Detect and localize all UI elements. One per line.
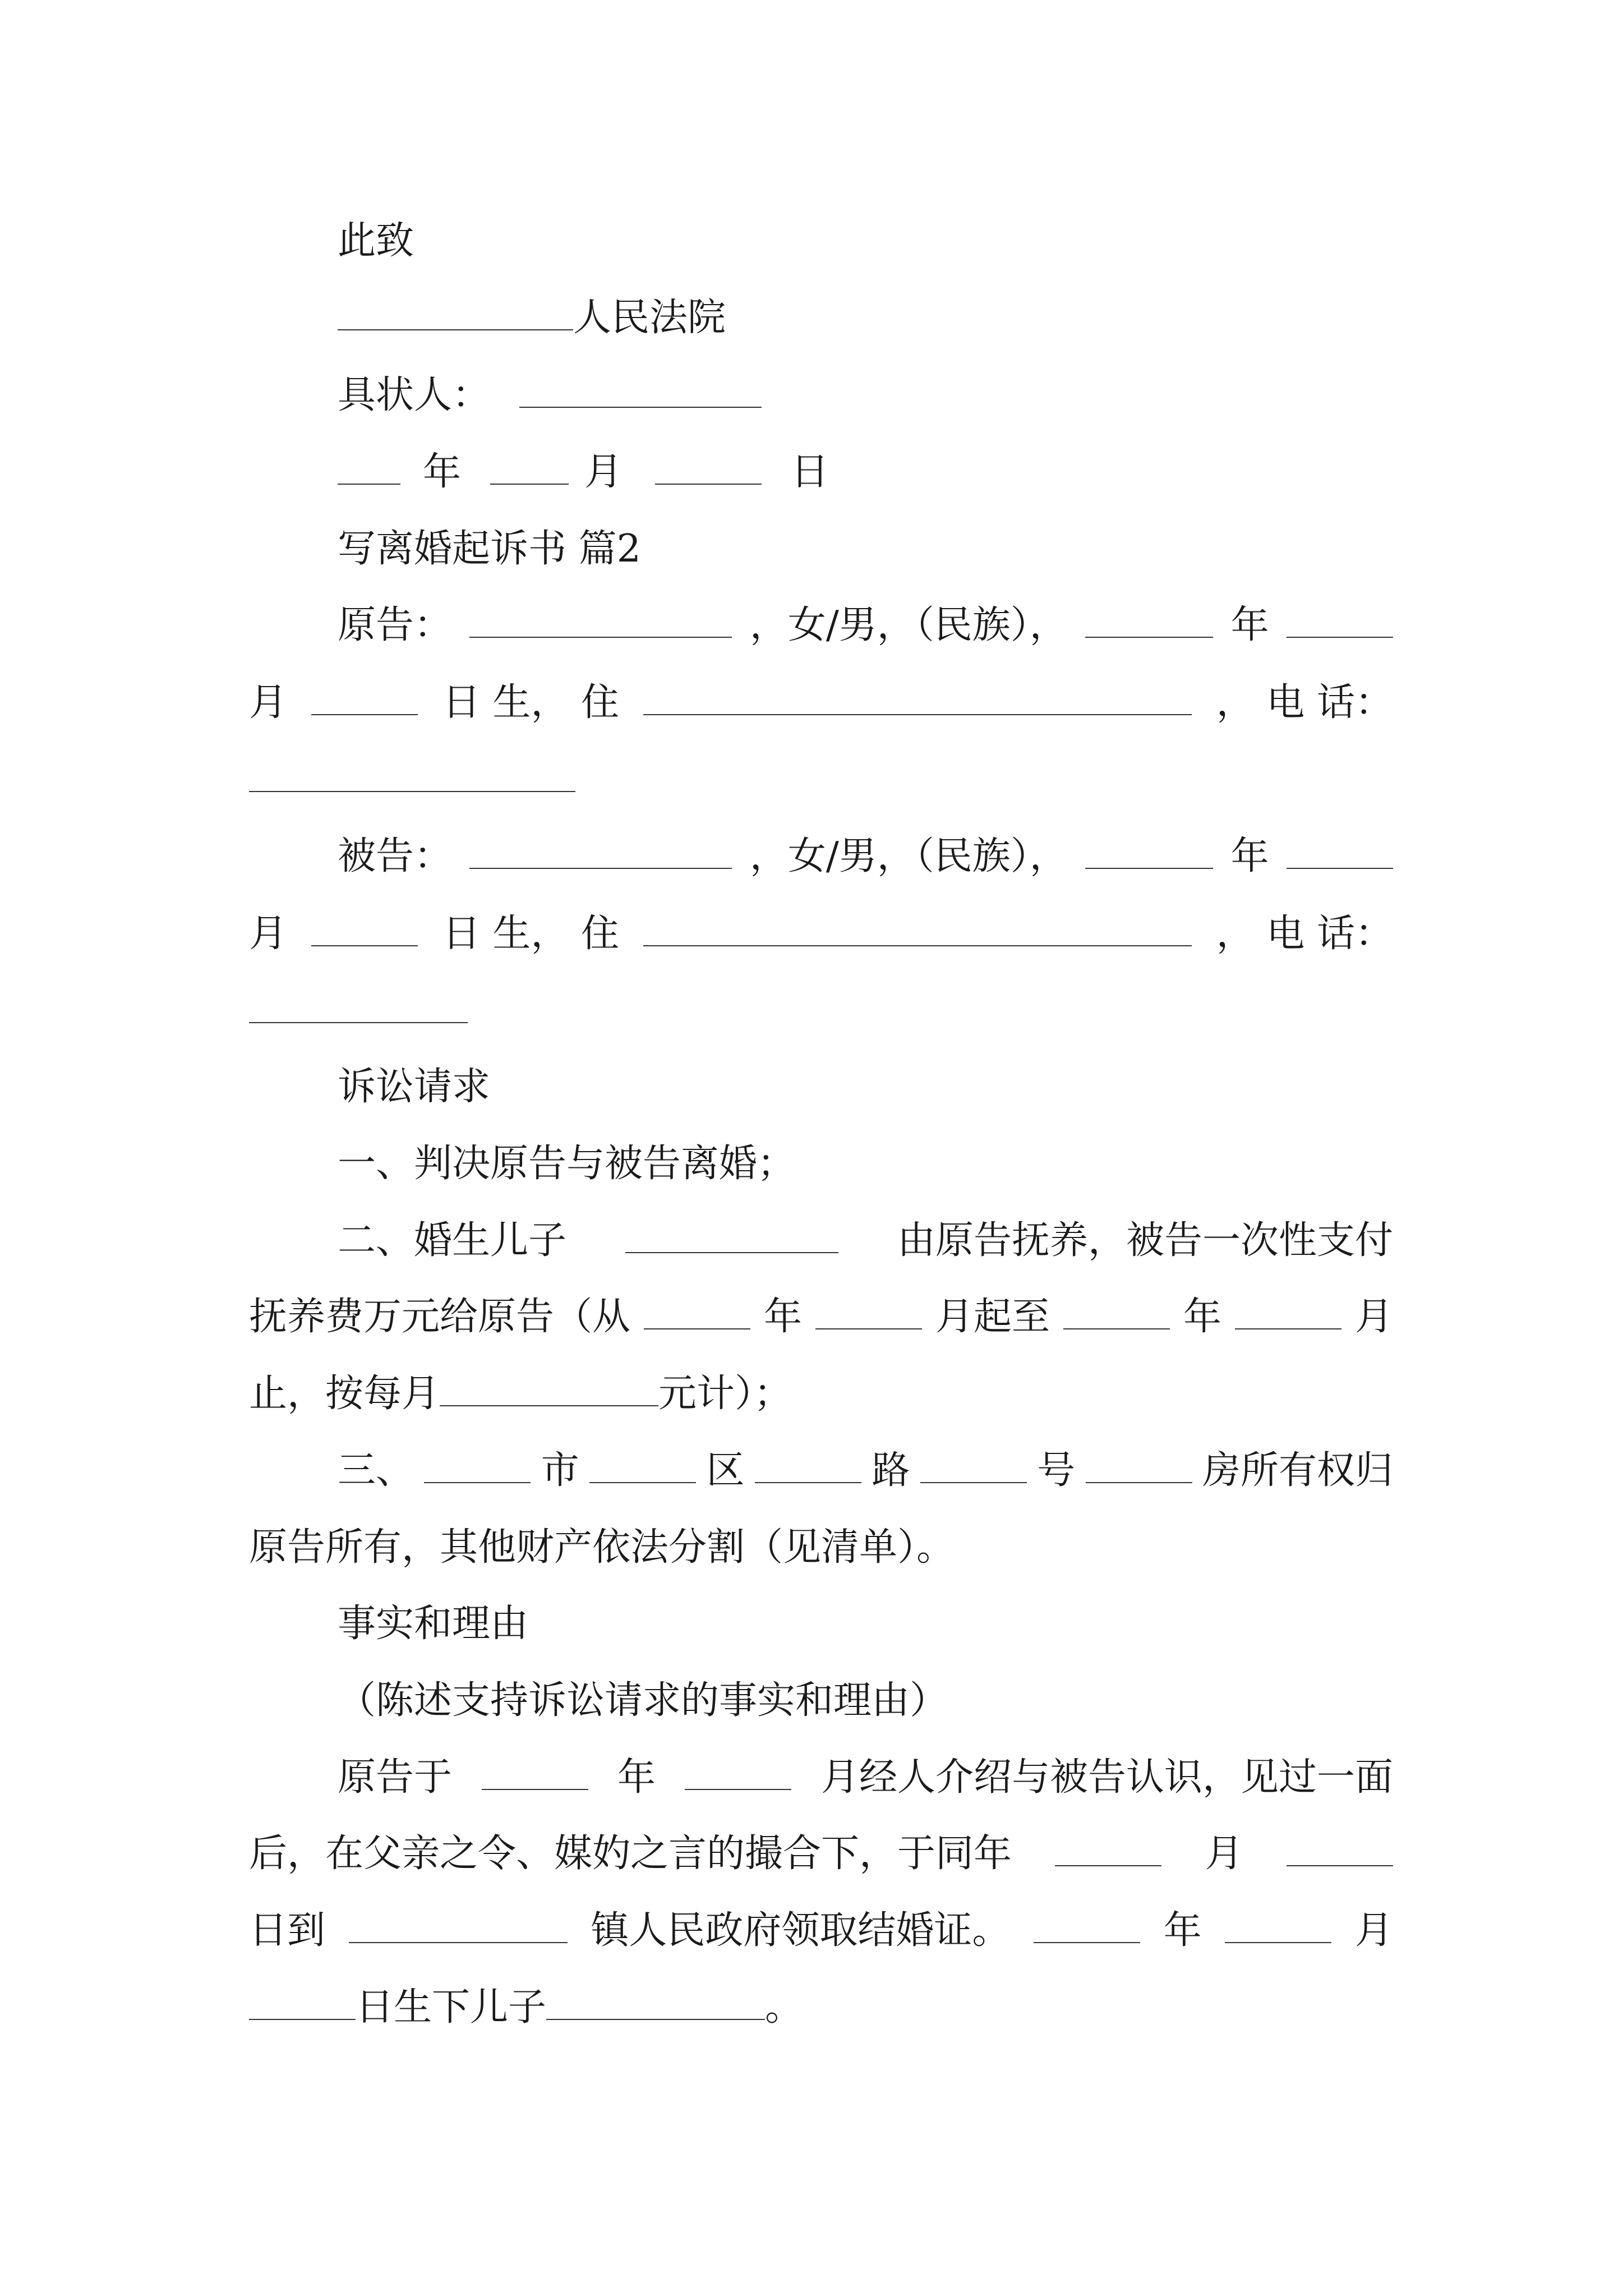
plaintiff-year-blank [1085,636,1213,638]
road-blank [755,1481,861,1483]
meet-year-blank [482,1788,588,1790]
plaintiff-day-blank [311,714,418,715]
defendant-line-1: 被告： ，女/男，（民族）， 年 [249,831,1393,882]
facts-line-3: 日到 镇人民政府领取结婚证。 年 月 [249,1908,1393,1953]
support-start-year-blank [644,1328,750,1329]
salutation: 此致 [338,219,414,263]
support-start-month-blank [815,1328,922,1329]
claim-item-1: 一、判决原告与被告离婚； [338,1142,796,1186]
claim-item-3-line-2: 原告所有，其他财产依法分割（见清单）。 [249,1525,955,1570]
date-line [249,447,1393,498]
town-blank [349,1941,568,1943]
meet-month-blank [685,1788,791,1790]
room-blank [1086,1481,1192,1483]
defendant-line-2: 月 日 生， 住 ， 电 话： [249,912,1393,956]
birth-month-blank [1225,1941,1331,1943]
claim-item-2-line-2: 抚养费万元给原告（从 年 月起至 年 月 [249,1295,1393,1339]
signer-label: 具状人： [338,373,491,417]
monthly-amount-blank [440,1405,658,1406]
claim-item-2-line-3: 止，按每月 元计）； [249,1372,792,1416]
facts-line-2: 后，在父亲之令、媒妁之言的撮合下，于同年 月 [249,1829,1393,1879]
defendant-day-blank [311,945,418,946]
plaintiff-name-blank [469,636,732,638]
court-label: 人民法院 [573,296,726,340]
defendant-line-3 [249,986,1393,1036]
month-label: 月 [584,450,623,494]
marriage-day-blank [1287,1865,1393,1866]
facts-subheading: （陈述支持诉讼请求的事实和理由） [338,1678,948,1723]
plaintiff-phone-blank [249,790,575,792]
claim-item-3-line-1: 三、 市 区 路 号 房所有权归 [338,1448,1393,1493]
court-line [249,293,1393,343]
support-end-year-blank [1063,1328,1170,1329]
plaintiff-line-3 [249,754,1393,805]
day-blank [655,483,762,485]
defendant-address-blank [643,945,1192,946]
signer-blank [519,406,762,408]
number-blank [920,1481,1027,1483]
facts-line-1: 原告于 年 月经人介绍与被告认识，见过一面 [338,1755,1393,1800]
birth-day-blank [249,2018,356,2020]
claims-heading: 诉讼请求 [338,1065,491,1109]
defendant-year-blank [1085,867,1213,869]
facts-heading: 事实和理由 [338,1602,529,1646]
district-blank [589,1481,696,1483]
defendant-label: 被告： [338,834,453,878]
plaintiff-address-blank [643,714,1192,715]
court-blank [338,329,573,330]
defendant-phone-blank [249,1022,468,1023]
marriage-month-blank [1055,1865,1161,1866]
facts-line-4: 日生下儿子 。 [249,1982,1393,2033]
section-title: 写离婚起诉书 篇2 [338,527,641,571]
claim-item-2-line-1: 二、婚生儿子 由原告抚养，被告一次性支付 [338,1218,1393,1263]
month-blank [490,483,569,485]
plaintiff-line-2: 月 日 生， 住 ， 电 话： [249,680,1393,725]
support-end-month-blank [1235,1328,1341,1329]
day-label: 日 [791,450,829,494]
birth-year-blank [1034,1941,1140,1943]
plaintiff-line-1: 原告： ，女/男，（民族）， 年 [249,600,1393,651]
plaintiff-month-blank [1287,636,1393,638]
signer-line [249,370,1393,421]
defendant-month-blank [1287,867,1393,869]
plaintiff-label: 原告： [338,603,453,647]
son-name-blank [625,1251,838,1253]
city-blank [424,1481,531,1483]
year-label: 年 [423,450,462,494]
son-name-blank-2 [546,2018,765,2020]
defendant-name-blank [469,867,732,869]
year-blank [338,483,400,485]
